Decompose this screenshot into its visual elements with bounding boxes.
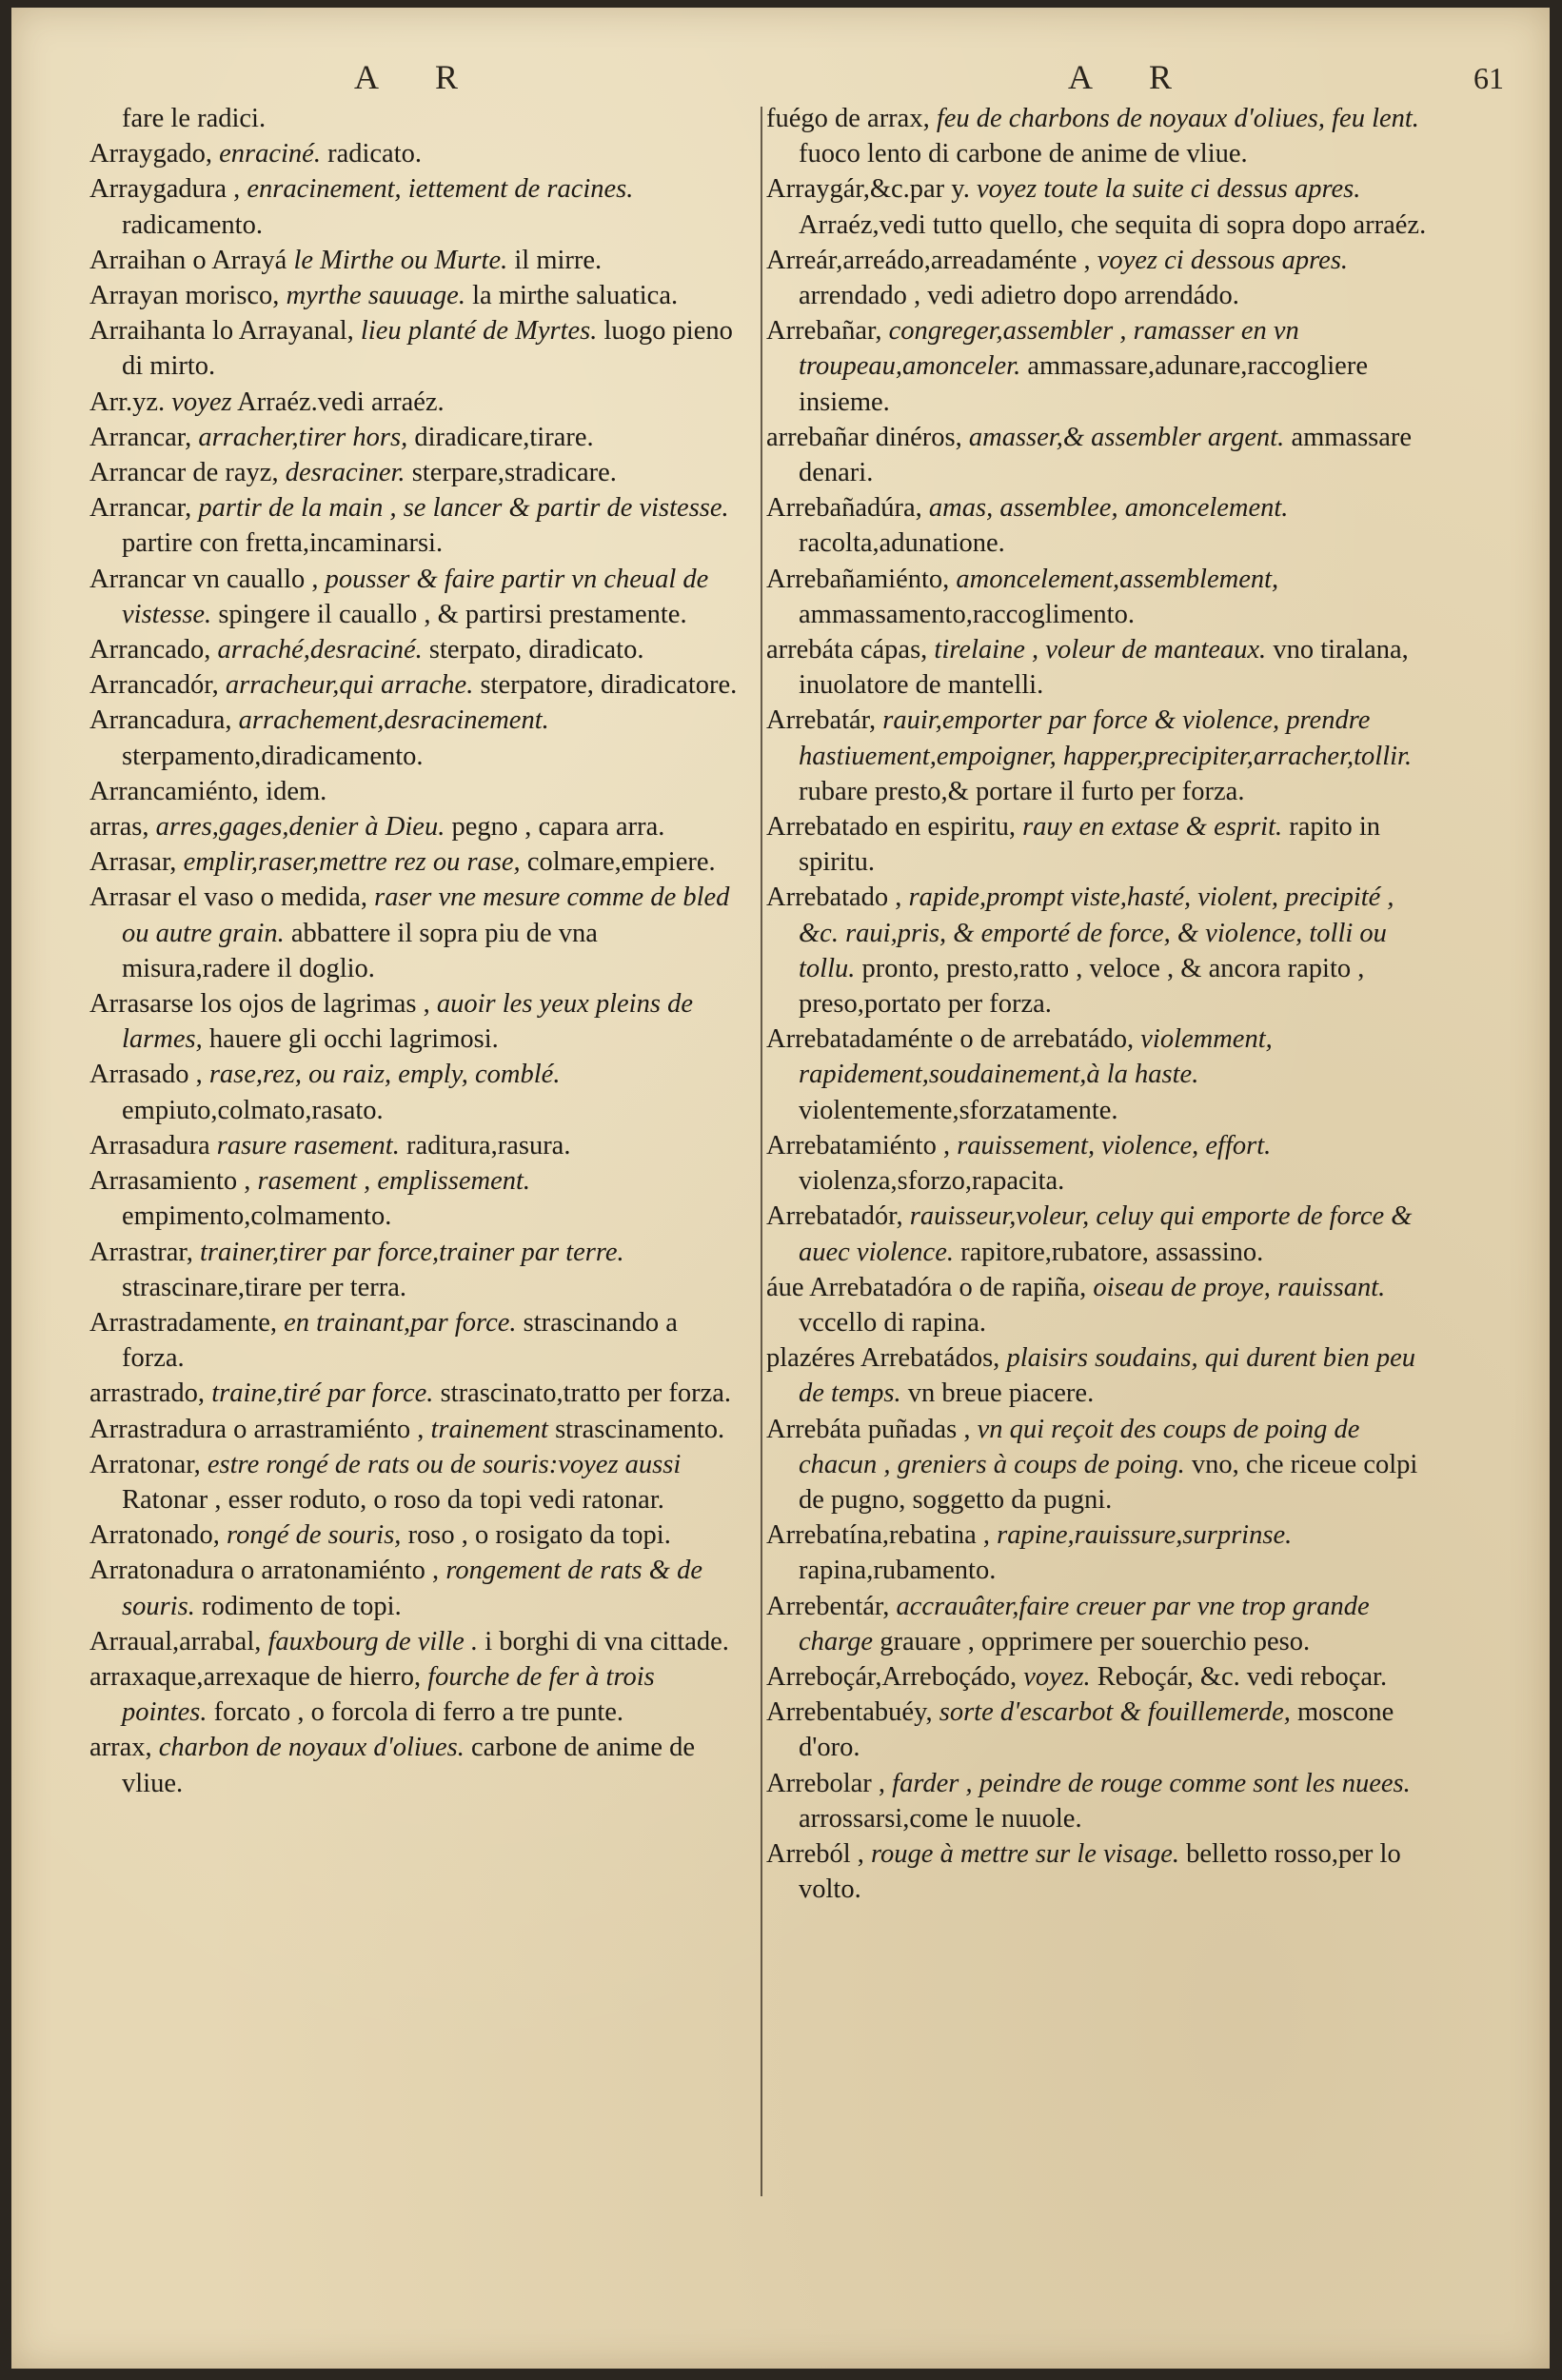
headword: Arr.yz. [89,387,166,417]
french-gloss: rouge à mettre sur le visage. [871,1838,1180,1869]
dictionary-entry [89,1412,746,1447]
french-gloss: fauxbourg de ville . [267,1626,479,1656]
dictionary-entry [766,101,1437,171]
italian-gloss: Reboçár, &c. vedi reboçar. [1097,1661,1388,1692]
running-head-left: A R [354,58,484,96]
italian-gloss: fare le radici. [122,104,267,133]
headword: Arrasamiento , [89,1166,251,1197]
french-gloss: vn qui reçoit des coups de poing de chacun , greniers à coups de poing. [799,1414,1360,1479]
headword: Arrebáta puñadas , [766,1414,971,1444]
italian-gloss: Ratonar , esser roduto, o roso da topi vedi ratonar. [122,1484,664,1515]
french-gloss: desraciner. [285,458,405,488]
dictionary-entry [766,632,1437,703]
italian-gloss: rapitore,rubatore, assassino. [960,1237,1264,1267]
headword: Arrebatado , [766,883,902,913]
french-gloss: enraciné. [219,139,321,169]
headword: fuégo de arrax, [766,104,930,133]
french-gloss: myrthe sauuage. [286,281,465,311]
italian-gloss: abbattere il sopra piu de vna misura,radere il doglio. [122,918,598,983]
italian-gloss: partire con fretta,incaminarsi. [122,528,444,559]
french-gloss: auoir les yeux pleins de larmes, [122,989,693,1055]
french-gloss: oiseau de proye, rauissant. [1093,1272,1386,1302]
italian-gloss: fuoco lento di carbone de anime de vliue. [799,139,1248,169]
headword: Arrebentabuéy, [766,1697,933,1728]
headword: Arrastradura o arrastramiénto , [89,1414,425,1444]
headword: Arrancamiénto, [89,776,260,806]
french-gloss: rapine,rauissure,surprinse. [997,1520,1293,1551]
french-gloss: tirelaine , voleur de manteaux. [934,635,1267,665]
italian-gloss: strascinamento. [555,1414,725,1444]
dictionary-entry [766,420,1437,490]
headword: Arrastradamente, [89,1307,278,1338]
dictionary-entry [89,562,746,632]
headword: Arrancadór, [89,670,219,701]
headword: arraxaque,arrexaque de hierro, [89,1661,422,1692]
dictionary-entry [89,1517,746,1553]
dictionary-entry [766,562,1437,632]
french-gloss: amoncelement,assemblement, [956,564,1279,594]
italian-gloss: sterpato, diradicato. [428,635,644,665]
italian-gloss: il mirre. [514,245,603,275]
french-gloss: plaisirs soudains, qui durent bien peu de temps. [799,1343,1416,1409]
dictionary-entry [89,667,746,703]
french-gloss: rauisseur,voleur, celuy qui emporte de force & auec violence. [799,1201,1413,1267]
headword: Arratonar, [89,1449,201,1479]
headword: Arraihanta lo Arrayanal, [89,316,354,347]
italian-gloss: sterpare,stradicare. [411,458,617,488]
headword: Arrancar, [89,422,192,452]
dictionary-entry [89,1128,746,1163]
italian-gloss: luogo pieno di mirto. [122,316,733,382]
dictionary-entry [766,1659,1437,1695]
french-gloss: rasure rasement. [216,1130,400,1160]
dictionary-entry [89,774,746,809]
french-gloss: arres,gages,denier à Dieu. [155,812,445,843]
dictionary-entry [89,1730,746,1800]
italian-gloss: violenza,sforzo,rapacita. [799,1166,1065,1197]
french-gloss: rase,rez, ou raiz, emply, comblé. [208,1060,561,1090]
headword: Arraygadura , [89,174,241,205]
dictionary-entry [89,1163,746,1234]
italian-gloss: racolta,adunatione. [799,528,1005,559]
italian-gloss: Arraéz.vedi arraéz. [237,387,445,417]
italian-gloss: strascinato,tratto per forza. [440,1378,732,1409]
dictionary-entry [89,1624,746,1659]
headword: Arrebatadaménte o de arrebatádo, [766,1024,1135,1055]
headword: Arrasado , [89,1060,203,1090]
headword: plazéres Arrebatádos, [766,1343,1000,1374]
italian-gloss: vn breue piacere. [907,1378,1095,1409]
dictionary-entry [89,420,746,455]
headword: Arratonadura o arratonamiénto , [89,1556,440,1586]
dictionary-entry [89,1553,746,1623]
dictionary-entry [89,844,746,880]
italian-gloss: ammassare,adunare,raccogliere insieme. [799,351,1368,417]
dictionary-entry [766,1589,1437,1659]
french-gloss: rongé de souris, [227,1520,402,1551]
headword: Arrebatado en espiritu, [766,812,1016,843]
dictionary-entry [89,632,746,667]
french-gloss: congreger,assembler , ramasser en vn troupeau,amonceler. [799,316,1299,382]
french-gloss: partir de la main , se lancer & partir de vistesse. [198,493,729,524]
french-gloss: enracinement, iettement de racines. [247,174,634,205]
italian-gloss: arrossarsi,come le nuuole. [799,1803,1082,1834]
dictionary-entry [766,490,1437,561]
column-divider [761,107,762,2196]
right-column [766,101,1437,1907]
headword: Arratonado, [89,1520,220,1551]
french-gloss: voyez [171,387,232,417]
italian-gloss: i borghi di vna cittade. [484,1626,729,1656]
headword: Arraihan o Arrayá [89,245,287,275]
french-gloss: le Mirthe ou Murte. [293,245,508,275]
dictionary-entry [89,313,746,384]
dictionary-entry [766,1836,1437,1907]
headword: áue Arrebatadóra o de rapiña, [766,1272,1087,1302]
french-gloss: traine,tiré par force. [211,1378,434,1409]
dictionary-page [11,8,1550,2369]
dictionary-entry [89,101,746,136]
italian-gloss: grauare , opprimere per souerchio peso. [880,1626,1311,1656]
dictionary-entry [89,703,746,773]
dictionary-entry [766,1128,1437,1199]
headword: Arreár,arreádo,arreadaménte , [766,245,1091,275]
french-gloss: amasser,& assembler argent. [968,422,1285,452]
dictionary-entry [89,136,746,171]
italian-gloss: vno, che riceue colpi de pugno, soggetto da pugni. [799,1449,1418,1515]
italian-gloss: rodimento de topi. [201,1591,402,1621]
headword: Arrebatár, [766,705,877,736]
headword: Arrasar, [89,847,177,878]
italian-gloss: rapina,rubamento. [799,1556,997,1586]
headword: arrebáta cápas, [766,635,928,665]
dictionary-entry [89,986,746,1057]
dictionary-entry [89,1376,746,1411]
headword: Arrebatadór, [766,1201,903,1232]
headword: Arrebatína,rebatina , [766,1520,990,1551]
french-gloss: estre rongé de rats ou de souris:voyez aussi [207,1449,682,1479]
dictionary-entry [766,1517,1437,1588]
french-gloss: farder , peindre de rouge comme sont les nuees. [892,1768,1411,1798]
italian-gloss: idem. [266,776,327,806]
dictionary-entry [766,1695,1437,1765]
italian-gloss: ammassare denari. [799,422,1413,488]
dictionary-entry [766,243,1437,313]
french-gloss: lieu planté de Myrtes. [360,316,598,347]
italian-gloss: ammassamento,raccoglimento. [799,599,1135,629]
french-gloss: arracher,tirer hors, [198,422,408,452]
italian-gloss: rapito in spiritu. [799,812,1381,878]
italian-gloss: arrendado , vedi adietro dopo arrendádo. [799,281,1239,311]
dictionary-entry [766,1766,1437,1836]
dictionary-entry [89,1057,746,1127]
italian-gloss: violentemente,sforzatamente. [799,1095,1118,1125]
italian-gloss: la mirthe saluatica. [472,281,679,311]
french-gloss: charbon de noyaux d'oliues. [158,1733,465,1763]
headword: Arrancar de rayz, [89,458,279,488]
french-gloss: accrauâter,faire creuer par vne trop grande charge [799,1591,1370,1656]
headword: Arrebañadúra, [766,493,922,524]
italian-gloss: rubare presto,& portare il furto per forza. [799,776,1245,806]
italian-gloss: strascinando a forza. [122,1307,678,1374]
headword: Arrebentár, [766,1591,890,1621]
headword: Arrancadura, [89,705,232,736]
french-gloss: violemment, rapidement,soudainement,à la haste. [799,1024,1273,1090]
italian-gloss: empiuto,colmato,rasato. [122,1095,384,1125]
italian-gloss: pronto, presto,ratto , veloce , & ancora rapito , preso,portato per forza. [799,953,1365,1020]
french-gloss: rapide,prompt viste,hasté, violent, precipité , &c. raui,pris, & emporté de force, & violence, tolli ou tollu. [799,883,1394,983]
dictionary-entry [89,490,746,561]
dictionary-entry [89,243,746,278]
french-gloss: rauy en extase & esprit. [1022,812,1283,843]
italian-gloss: roso , o rosigato da topi. [407,1520,671,1551]
italian-gloss: raditura,rasura. [405,1130,571,1160]
dictionary-entry [766,809,1437,880]
french-gloss: sorte d'escarbot & fouillemerde, [939,1697,1291,1728]
italian-gloss: diradicare,tirare. [414,422,594,452]
french-gloss: fourche de fer à trois pointes. [122,1661,655,1728]
dictionary-entry [766,1412,1437,1518]
french-gloss: arrachement,desracinement. [238,705,549,736]
french-gloss: amas, assemblee, amoncelement. [928,493,1289,524]
french-gloss: rauissement, violence, effort. [957,1130,1272,1160]
italian-gloss: moscone d'oro. [799,1697,1394,1763]
dictionary-entry [89,455,746,490]
dictionary-entry [89,1447,746,1517]
italian-gloss: spingere il cauallo , & partirsi prestamente. [218,599,687,629]
dictionary-entry [766,880,1437,1021]
dictionary-entry [766,1270,1437,1340]
italian-gloss: vno tiralana, inuolatore de mantelli. [799,635,1409,701]
left-column [89,101,746,1801]
headword: Arrayan morisco, [89,281,280,311]
dictionary-entry [766,1021,1437,1128]
headword: Arrebatamiénto , [766,1130,951,1160]
french-gloss: rasement , emplissement. [257,1166,531,1197]
dictionary-entry [89,880,746,986]
italian-gloss: pegno , capara arra. [451,812,665,843]
italian-gloss: empimento,colmamento. [122,1201,392,1232]
dictionary-entry [89,1235,746,1305]
headword: Arrasarse los ojos de lagrimas , [89,989,430,1020]
headword: Arraygár,&c.par y. [766,174,970,205]
dictionary-entry [766,703,1437,809]
headword: Arrancar, [89,493,192,524]
dictionary-entry [89,385,746,420]
french-gloss: trainer,tirer par force,trainer par terre. [199,1237,624,1267]
french-gloss: voyez toute la suite ci dessus apres. [976,174,1361,205]
dictionary-entry [89,1659,746,1730]
dictionary-entry [89,809,746,844]
french-gloss: trainement [430,1414,548,1444]
italian-gloss: radicamento. [122,209,263,240]
french-gloss: rauir,emporter par force & violence, prendre hastiuement,empoigner, happer,precipiter,arracher,tollir. [799,705,1413,771]
dictionary-entry [89,278,746,313]
dictionary-entry [766,1199,1437,1269]
headword: Arrebañar, [766,316,882,347]
italian-gloss: vccello di rapina. [799,1307,987,1338]
headword: arrebañar dinéros, [766,422,962,452]
dictionary-entry [766,313,1437,420]
french-gloss: rongement de rats & de souris. [122,1556,702,1621]
running-head-right: A R [1068,58,1197,96]
dictionary-entry [89,171,746,242]
italian-gloss: carbone de anime de vliue. [122,1733,696,1798]
french-gloss: voyez. [1023,1661,1091,1692]
headword: Arraygado, [89,139,212,169]
headword: Arrancado, [89,635,211,665]
headword: Arrasar el vaso o medida, [89,883,368,913]
headword: Arrebolar , [766,1768,886,1798]
french-gloss: raser vne mesure comme de bled ou autre grain. [122,883,730,948]
italian-gloss: sterpatore, diradicatore. [480,670,738,701]
french-gloss: voyez ci dessous apres. [1097,245,1349,275]
dictionary-entry [89,1305,746,1376]
french-gloss: arraché,desraciné. [217,635,423,665]
italian-gloss: belletto rosso,per lo volto. [799,1838,1401,1905]
italian-gloss: strascinare,tirare per terra. [122,1272,407,1302]
headword: Arrancar vn cauallo , [89,564,319,594]
headword: Arreból , [766,1838,864,1869]
italian-gloss: colmare,empiere. [526,847,716,878]
italian-gloss: hauere gli occhi lagrimosi. [208,1024,499,1055]
french-gloss: emplir,raser,mettre rez ou rase, [183,847,521,878]
italian-gloss: sterpamento,diradicamento. [122,741,424,771]
italian-gloss: Arraéz,vedi tutto quello, che sequita di sopra dopo arraéz. [799,209,1427,240]
french-gloss: en trainant,par force. [284,1307,517,1338]
headword: Arraual,arrabal, [89,1626,262,1656]
dictionary-entry [766,1340,1437,1411]
headword: arras, [89,812,149,843]
headword: arrastrado, [89,1378,206,1409]
dictionary-entry [766,171,1437,242]
italian-gloss: forcato , o forcola di ferro a tre punte. [213,1697,624,1728]
french-gloss: arracheur,qui arrache. [225,670,474,701]
page-number: 61 [1473,61,1504,95]
headword: Arreboçár,Arreboçádo, [766,1661,1018,1692]
headword: arrax, [89,1733,152,1763]
headword: Arrebañamiénto, [766,564,950,594]
french-gloss: pousser & faire partir vn cheual de vistesse. [122,564,709,629]
headword: Arrastrar, [89,1237,193,1267]
italian-gloss: radicato. [327,139,422,169]
headword: Arrasadura [89,1130,210,1160]
french-gloss: feu de charbons de noyaux d'oliues, feu lent. [936,104,1419,133]
